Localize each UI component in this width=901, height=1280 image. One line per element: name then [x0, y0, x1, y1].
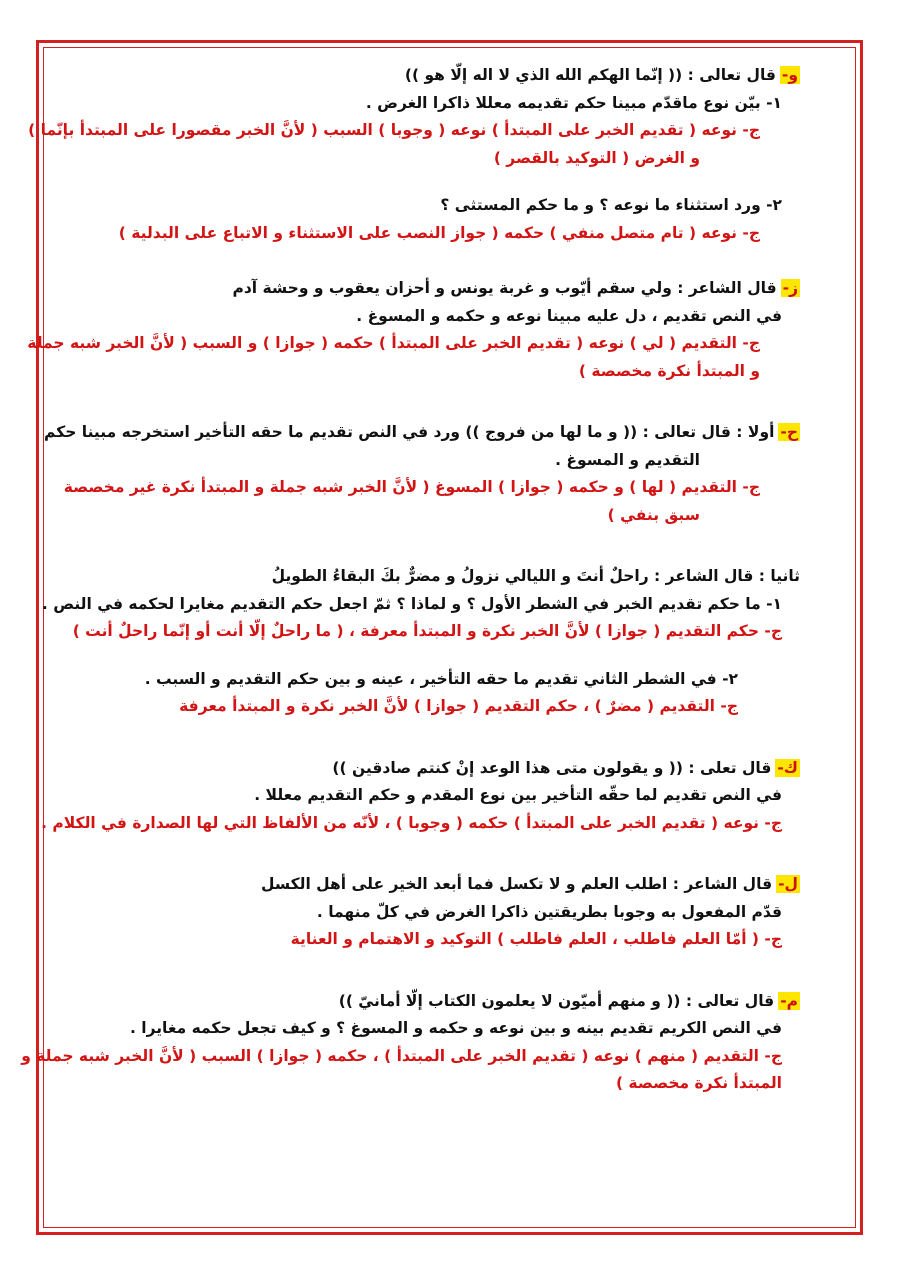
question-line: في النص الكريم تقديم بينه و بين نوعه و حكمه و المسوغ ؟ و كيف تجعل حكمه مغايرا .	[129, 1019, 782, 1037]
question-line: ١- بيّن نوع ماقدّم مبينا حكم تقديمه معللا ذاكرا الغرض .	[365, 93, 782, 112]
question-waw	[28, 62, 800, 247]
answer-line: ج- التقديم ( لي ) نوعه ( تقديم الخبر على المبتدأ ) حكمه ( جوازا ) و السبب ( لأنَّ الخبر شبه جملة	[27, 334, 760, 352]
question-label: و-	[781, 66, 798, 84]
answer-line: ج- التقديم ( منهم ) نوعه ( تقديم الخبر على المبتدأ ) ، حكمه ( جوازا ) السبب ( لأنَّ الخبر شبه جملة و	[21, 1046, 782, 1065]
question-line: في النص تقديم ، دل عليه مبينا نوعه و حكمه و المسوغ .	[356, 306, 782, 325]
question-line: التقديم و المسوغ .	[555, 450, 700, 469]
answer-line: ج- نوعه ( تام متصل منفي ) حكمه ( جواز النصب على الاستثناء و الاتباع على البدلية )	[118, 223, 760, 242]
question-ha	[41, 419, 800, 721]
question-line: قدّم المفعول به وجوبا بطريقتين ذاكرا الغرض في كلّ منهما .	[316, 902, 782, 921]
question-text: أولا : قال تعالى : (( و ما لها من فروج )) ورد في النص تقديم ما حقه التأخير استخرجه مبينا حكم	[44, 423, 775, 441]
answer-line: سبق بنفي )	[607, 505, 700, 524]
question-text: قال تعالى : (( إنّما الهكم الله الذي لا اله إلّا هو ))	[404, 66, 776, 84]
question-label: ز-	[782, 279, 798, 297]
answer-line: و المبتدأ نكرة مخصصة )	[578, 361, 760, 380]
question-kaf	[41, 755, 800, 838]
question-label: ح-	[780, 423, 798, 441]
question-zay	[27, 275, 800, 385]
question-text: قال الشاعر : ولي سقم أيّوب و غربة يونس و أحزان يعقوب و وحشة آدم	[232, 279, 777, 297]
question-line: في النص تقديم لما حقّه التأخير بين نوع المقدم و حكم التقديم معللا .	[254, 786, 782, 804]
question-text: قال تعلى : (( و يقولون متى هذا الوعد إنْ كنتم صادقين ))	[332, 758, 772, 777]
question-lam	[60, 871, 800, 954]
question-line	[60, 755, 800, 783]
question-label: م-	[780, 991, 798, 1010]
question-text: قال الشاعر : اطلب العلم و لا تكسل فما أبعد الخير على أهل الكسل	[261, 875, 773, 893]
answer-line: ج- نوعه ( تقديم الخبر على المبتدأ ) نوعه ( وجوبا ) السبب ( لأنَّ الخبر مقصورا على المبتدأ بإنّما )	[28, 121, 760, 139]
question-line: ٢- ورد استثناء ما نوعه ؟ و ما حكم المستثى ؟	[440, 196, 782, 214]
answer-line: ج- ( أمّا العلم فاطلب ، العلم فاطلب ) التوكيد و الاهتمام و العناية	[290, 930, 782, 948]
answer-line: ج- التقديم ( لها ) و حكمه ( جوازا ) المسوغ ( لأنَّ الخبر شبه جملة و المبتدأ نكرة غير مخصصة	[63, 478, 760, 496]
question-label: ك-	[777, 758, 798, 777]
question-mim	[21, 988, 800, 1098]
answer-line: ج- نوعه ( تقديم الخبر على المبتدأ ) حكمه ( وجوبا ) ، لأنّه من الألفاظ التي لها الصدارة في الكلام .	[41, 813, 782, 832]
question-line: ١- ما حكم تقديم الخبر في الشطر الأول ؟ و لماذا ؟ ثمّ اجعل حكم التقديم مغايرا لحكمه في النص .	[41, 594, 782, 613]
answer-line: المبتدأ نكرة مخصصة )	[615, 1074, 782, 1092]
question-text: قال تعالى : (( و منهم أميّون لا يعلمون الكتاب إلّا أمانيّ ))	[338, 991, 775, 1010]
answer-line: ج- التقديم ( مضرٌ ) ، حكم التقديم ( جوازا ) لأنَّ الخبر نكرة و المبتدأ معرفة	[179, 697, 738, 715]
worksheet-content	[21, 62, 800, 1098]
question-line	[60, 62, 800, 90]
question-line	[60, 275, 800, 303]
question-label: ل-	[778, 875, 798, 893]
question-line	[44, 419, 800, 447]
question-line: ٢- في الشطر الثاني تقديم ما حقه التأخير ، عينه و بين حكم التقديم و السبب .	[144, 669, 738, 688]
answer-line: و الغرض ( التوكيد بالقصر )	[493, 148, 700, 167]
question-line	[60, 988, 800, 1016]
answer-line: ج- حكم التقديم ( جوازا ) لأنَّ الخبر نكرة و المبتدأ معرفة ، ( ما راحلٌ إلّا أنت أو إنّما راحلٌ أنت )	[72, 622, 782, 640]
question-line: ثانيا : قال الشاعر : راحلٌ أنتَ و الليالي نزولُ و مضرٌّ بكَ البقاءُ الطويلُ	[271, 567, 800, 585]
question-line	[60, 871, 800, 899]
